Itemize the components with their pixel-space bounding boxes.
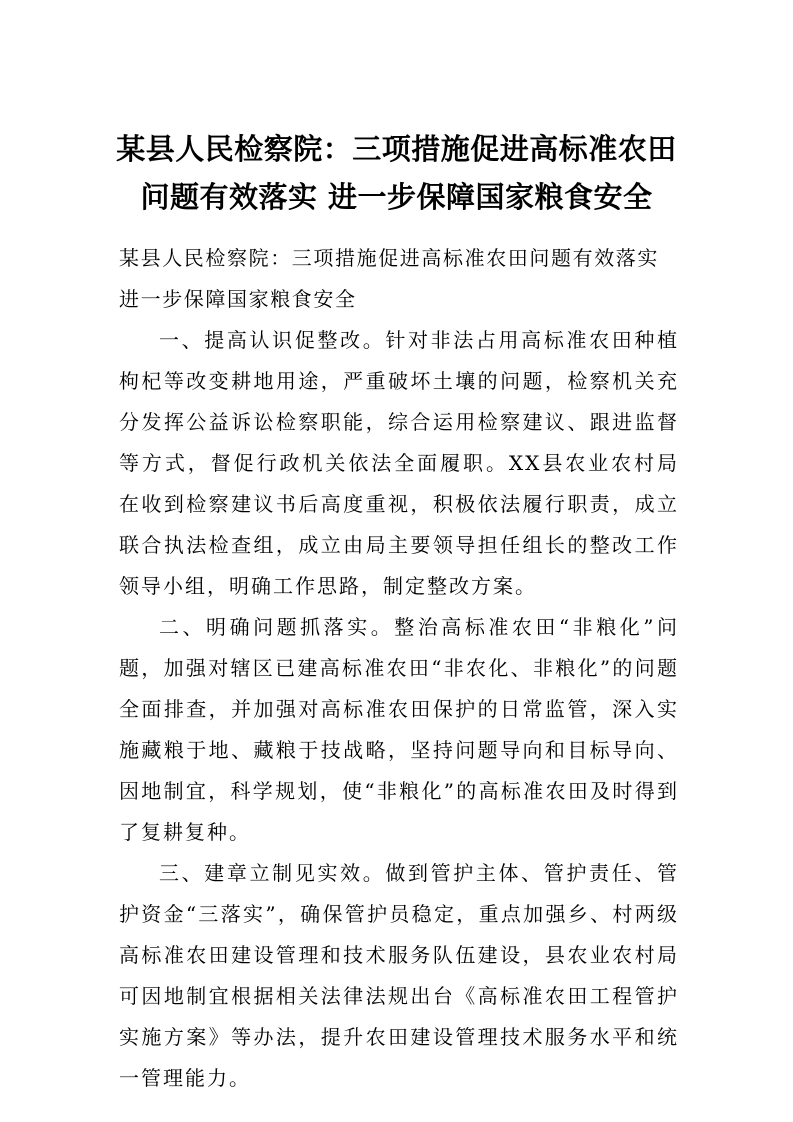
document-subtitle: [119, 238, 679, 320]
document-title-line-2: 问题有效落实 进一步保障国家粮食安全: [140, 180, 653, 214]
paragraph-2: 二、明确问题抓落实。整治高标准农田“非粮化”问题，加强对辖区已建高标准农田“非农化、非粮化”的问题全面排查，并加强对高标准农田保护的日常监管，深入实施藏粮于地、藏粮于技战略，坚持问题导向和目标导向、因地制宜，科学规划，使“非粮化”的高标准农田及时得到了复耕复种。: [119, 615, 679, 844]
subtitle-line-2: 进一步保障国家粮食安全: [119, 287, 357, 311]
document-title-line-1: 某县人民检察院：三项措施促进高标准农田: [116, 132, 677, 166]
paragraph-1: 一、提高认识促整改。针对非法占用高标准农田种植枸杞等改变耕地用途，严重破坏土壤的问题，检察机关充分发挥公益诉讼检察职能，综合运用检察建议、跟进监督等方式，督促行政机关依法全面履职。XX县农业农村局在收到检察建议书后高度重视，积极依法履行职责，成立联合执法检查组，成立由局主要领导担任组长的整改工作领导小组，明确工作思路，制定整改方案。: [119, 328, 679, 598]
subtitle-line-1: 某县人民检察院：三项措施促进高标准农田问题有效落实: [119, 246, 659, 270]
paragraph-3: 三、建章立制见实效。做到管护主体、管护责任、管护资金“三落实”，确保管护员稳定，重点加强乡、村两级高标准农田建设管理和技术服务队伍建设，县农业农村局可因地制宜根据相关法律法规出台《高标准农田工程管护实施方案》等办法，提升农田建设管理技术服务水平和统一管理能力。: [119, 861, 679, 1090]
document-body: [119, 238, 679, 1099]
